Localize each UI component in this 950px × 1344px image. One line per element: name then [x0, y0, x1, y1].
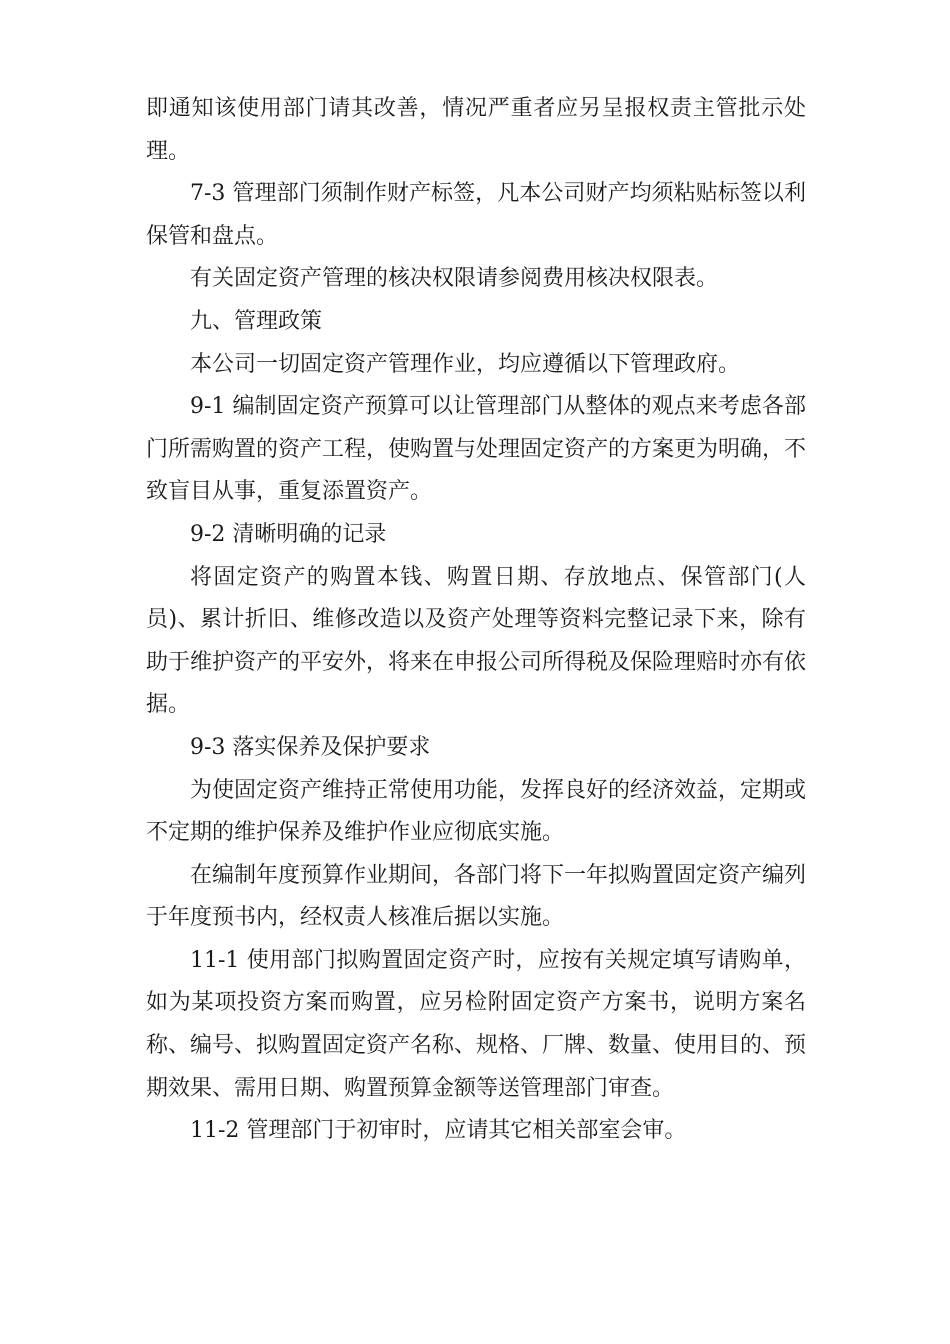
paragraph-7-3: 7-3 管理部门须制作财产标签，凡本公司财产均须粘贴标签以利保管和盘点。: [146, 181, 806, 249]
subheading-9-2: 9-2 清晰明确的记录: [190, 521, 387, 547]
paragraph-annual-budget: 在编制年度预算作业期间，各部门将下一年拟购置固定资产编列于年度预书内，经权责人核准后据以实施。: [146, 862, 807, 931]
subheading-9-3: 9-3 落实保养及保护要求: [190, 734, 431, 760]
paragraph-9-2-body: 将固定资产的购置本钱、购置日期、存放地点、保管部门(人员)、累计折旧、维修改造以及资产处理等资料完整记录下来，除有助于维护资产的平安外，将来在申报公司所得税及保险理赔时亦有依据。: [146, 564, 807, 718]
paragraph-authority-note: 有关固定资产管理的核决权限请参阅费用核决权限表。: [190, 266, 719, 292]
section-heading-9: 九、管理政策: [190, 308, 323, 334]
paragraph-11-2: 11-2 管理部门于初审时，应请其它相关部室会审。: [190, 1118, 687, 1144]
paragraph-11-1: 11-1 使用部门拟购置固定资产时，应按有关规定填写请购单，如为某项投资方案而购置，应另检附固定资产方案书，说明方案名称、编号、拟购置固定资产名称、规格、厂牌、数量、使用目的、预期效果、需用日期、购置预算金额等送管理部门审查。: [146, 947, 807, 1101]
document-body: [146, 88, 806, 1153]
paragraph-continuation: 即通知该使用部门请其改善，情况严重者应另呈报权责主管批示处理。: [146, 96, 806, 164]
paragraph-9-3-body: 为使固定资产维持正常使用功能，发挥良好的经济效益，定期或不定期的维护保养及维护作业应彻底实施。: [146, 777, 807, 846]
paragraph-policy-intro: 本公司一切固定资产管理作业，均应遵循以下管理政府。: [190, 351, 741, 377]
paragraph-9-1: 9-1 编制固定资产预算可以让管理部门从整体的观点来考虑各部门所需购置的资产工程，使购置与处理固定资产的方案更为明确，不致盲目从事，重复添置资产。: [146, 394, 807, 505]
